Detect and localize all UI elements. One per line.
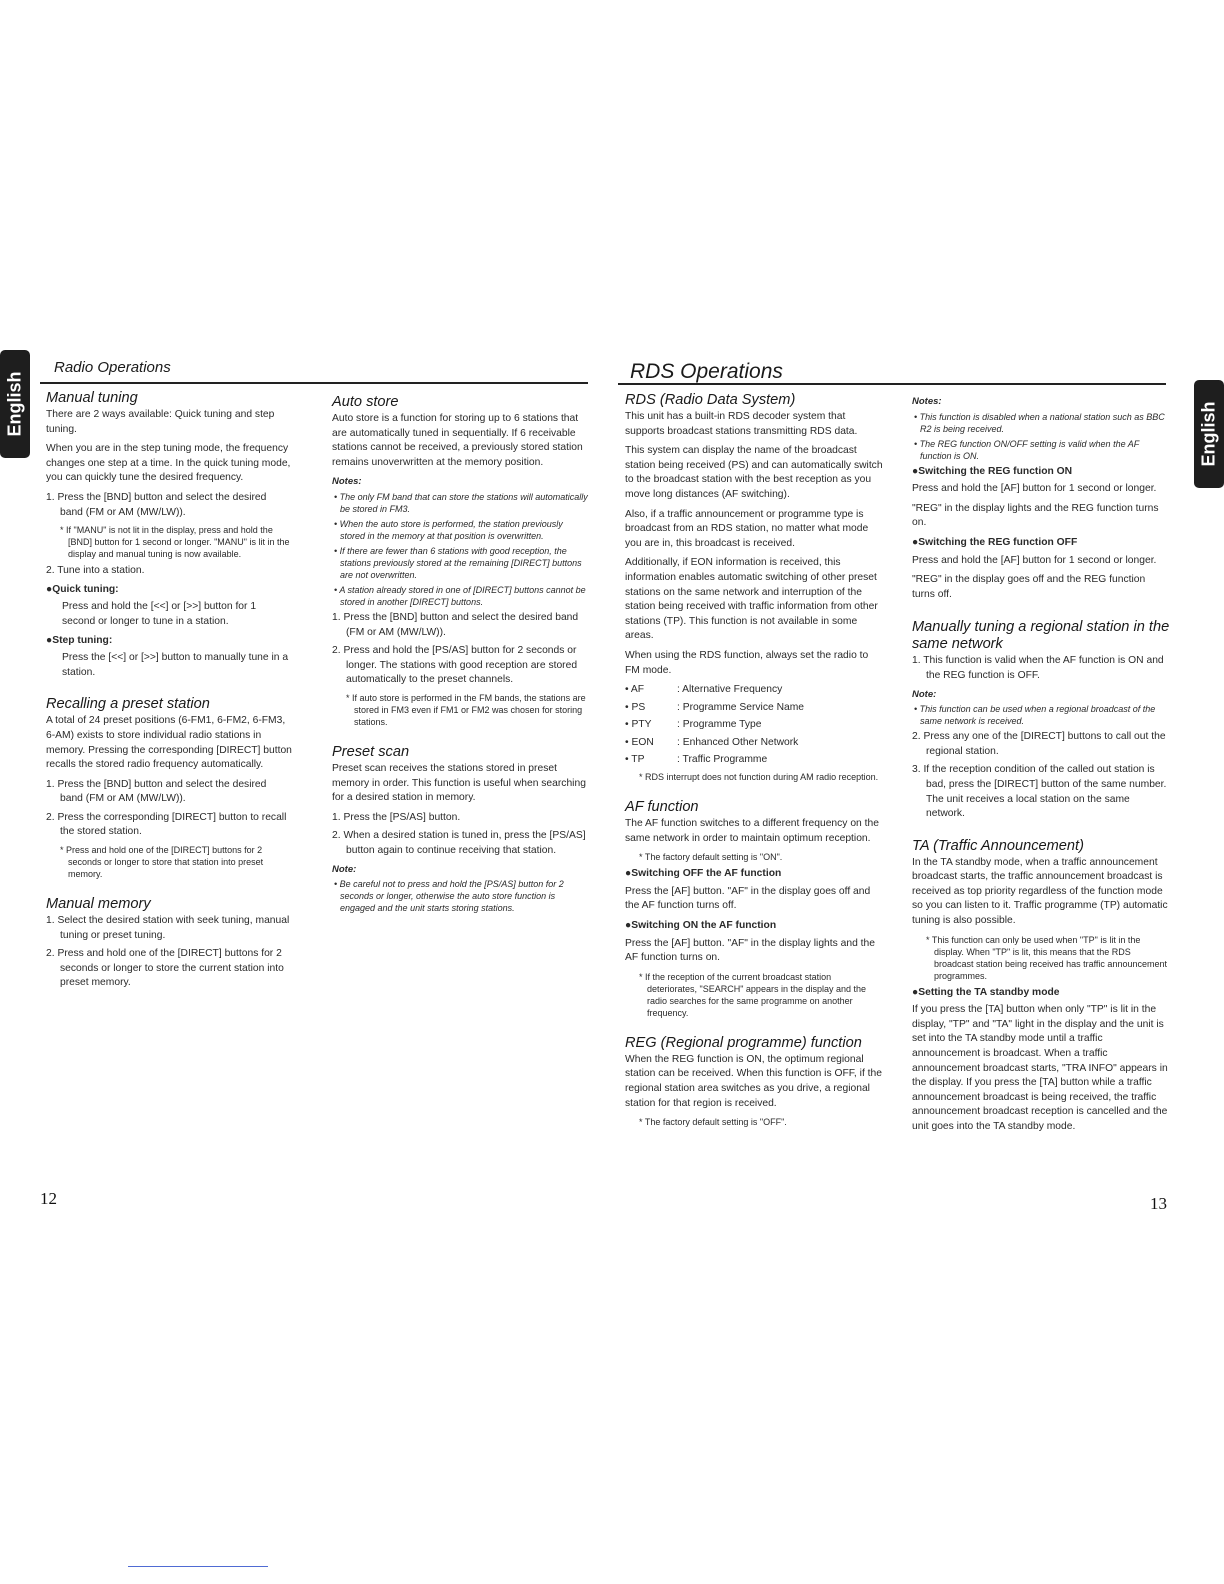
paragraph: If you press the [TA] button when only "TP" is lit in the display, "TP" and "TA" light in the display and the unit is set into the TA standby mode until a traffic announcement is broadcast. When a traffic announcement broadcast starts, "TRA INFO" appears in the display. If you press the [TA] button while a traffic announcement broadcast is being received, the traffic announcement broadcast reception is cancelled and the unit goes into the TA standby mode. bbox=[912, 1004, 1168, 1132]
abbreviation-item: • PTY : Programme Type bbox=[625, 719, 762, 731]
step: 2. Press any one of the [DIRECT] buttons to call out the regional station. bbox=[912, 731, 1166, 757]
page-number-left: 12 bbox=[40, 1189, 57, 1208]
paragraph: Press the [AF] button. "AF" in the display goes off and the AF function turns off. bbox=[625, 885, 871, 912]
paragraph: "REG" in the display goes off and the REG function turns off. bbox=[912, 574, 1146, 600]
asterisk-note: * The factory default setting is "ON". bbox=[639, 852, 783, 863]
note: • A station already stored in one of [DIRECT] buttons cannot be stored in another [DIRECT] buttons. bbox=[334, 584, 586, 607]
section-title: AF function bbox=[625, 799, 699, 816]
language-tab-right-label: English bbox=[1198, 401, 1219, 467]
asterisk-note: * The factory default setting is "OFF". bbox=[639, 1117, 787, 1128]
paragraph: Press and hold the [AF] button for 1 second or longer. bbox=[912, 554, 1157, 566]
step: 1. Press the [BND] button and select the desired band (FM or AM (MW/LW)). bbox=[332, 611, 579, 638]
section-title: Manual memory bbox=[46, 896, 151, 913]
page-number-right: 13 bbox=[1150, 1194, 1167, 1213]
note: • This function can be used when a regional broadcast of the same network is received. bbox=[914, 704, 1156, 727]
column-1 bbox=[46, 390, 292, 995]
header-rule-right bbox=[618, 383, 1166, 385]
section-title: Manual tuning bbox=[46, 390, 138, 406]
header-rds-operations: RDS Operations bbox=[630, 360, 783, 383]
language-tab-left-label: English bbox=[4, 371, 25, 437]
subheading: ●Setting the TA standby mode bbox=[912, 986, 1060, 998]
column-3 bbox=[625, 392, 883, 1132]
subheading: ●Step tuning: bbox=[46, 634, 113, 646]
paragraph: Press the [<<] or [>>] button to manually tune in a station. bbox=[62, 652, 289, 678]
step: 2. Tune into a station. bbox=[46, 565, 145, 577]
paragraph: This unit has a built-in RDS decoder system that supports broadcast stations transmitting RDS data. bbox=[625, 411, 858, 437]
paragraph: Also, if a traffic announcement or programme type is broadcast from an RDS station, no matter what mode you are in, this broadcast is received. bbox=[625, 508, 869, 549]
paragraph: There are 2 ways available: Quick tuning and step tuning. bbox=[46, 409, 275, 435]
subheading: ●Switching the REG function OFF bbox=[912, 536, 1078, 548]
abbreviation-item: • PS : Programme Service Name bbox=[625, 701, 805, 713]
header-rule-left bbox=[40, 382, 588, 384]
abbreviation-item: • AF : Alternative Frequency bbox=[625, 684, 783, 696]
step: 1. Select the desired station with seek tuning, manual tuning or preset tuning. bbox=[46, 915, 290, 941]
abbreviation-item: • TP : Traffic Programme bbox=[625, 754, 768, 766]
step: 2. Press and hold the [PS/AS] button for 2 seconds or longer. The stations with good reception are stored automatically to the preset channels. bbox=[332, 645, 578, 686]
step: 1. This function is valid when the AF function is ON and the REG function is OFF. bbox=[912, 655, 1164, 681]
section-title: REG (Regional programme) function bbox=[625, 1034, 862, 1051]
paragraph: When the REG function is ON, the optimum regional station can be received. When this function is OFF, if the regional station area switches as you drive, a regional station for that region is received. bbox=[625, 1053, 882, 1109]
paragraph: Press and hold the [AF] button for 1 second or longer. bbox=[912, 483, 1157, 495]
notes-label: Notes: bbox=[912, 396, 942, 407]
step: 3. If the reception condition of the called out station is bad, press the [DIRECT] button of the same number. The unit receives a local station on the same network. bbox=[912, 764, 1167, 820]
paragraph: In the TA standby mode, when a traffic announcement broadcast starts, the traffic announcement broadcast is received as top priority regardless of the function mode so you can listen to it. Traffic programme (TP) automatic tuning is also possible. bbox=[912, 856, 1168, 927]
subheading: ●Switching the REG function ON bbox=[912, 465, 1073, 477]
paragraph: Additionally, if EON information is received, this information enables automatic switching of other preset stations on the same network and interruption of the station being received with traffic information from other stations (TP). This function is not available in some areas. bbox=[625, 557, 878, 642]
language-tab-right bbox=[1194, 380, 1224, 488]
note: • Be careful not to press and hold the [PS/AS] button for 2 seconds or longer, otherwise the auto store function is engaged and the unit starts storing stations. bbox=[334, 879, 564, 914]
subheading: ●Switching ON the AF function bbox=[625, 920, 777, 932]
step: 1. Press the [BND] button and select the desired band (FM or AM (MW/LW)). bbox=[46, 778, 267, 805]
asterisk-note: * If the reception of the current broadcast station deteriorates, "SEARCH" appears in the display and the radio searches for the same programme on another frequency. bbox=[639, 971, 867, 1018]
link-underline bbox=[128, 1566, 268, 1567]
note: • This function is disabled when a national station such as BBC R2 is being received. bbox=[914, 411, 1165, 434]
notes-label: Notes: bbox=[332, 476, 362, 488]
note: • The REG function ON/OFF setting is valid when the AF function is ON. bbox=[914, 438, 1140, 461]
section-title: Manually tuning a regional station in the same network bbox=[912, 619, 1170, 653]
note-label: Note: bbox=[912, 688, 937, 700]
section-title: RDS (Radio Data System) bbox=[625, 392, 796, 408]
section-title: Preset scan bbox=[332, 743, 410, 760]
paragraph: A total of 24 preset positions (6-FM1, 6-FM2, 6-FM3, 6-AM) exists to store individual radio stations in memory. Pressing the corresponding [DIRECT] button recalls the stored radio frequency automatically. bbox=[46, 715, 292, 771]
note: • The only FM band that can store the stations will automatically be stored in FM3. bbox=[334, 491, 588, 514]
note: • When the auto store is performed, the station previously stored in the memory at that position is overwritten. bbox=[334, 518, 563, 541]
asterisk-note: * If auto store is performed in the FM bands, the stations are stored in FM3 even if FM1 or FM2 was chosen for storing stations. bbox=[346, 692, 586, 727]
paragraph: When using the RDS function, always set the radio to FM mode. bbox=[625, 649, 869, 676]
step: 2. Press and hold one of the [DIRECT] buttons for 2 seconds or longer to store the current station into preset memory. bbox=[46, 948, 284, 989]
subheading: ●Quick tuning: bbox=[46, 583, 119, 595]
asterisk-note: * RDS interrupt does not function during AM radio reception. bbox=[639, 772, 879, 783]
asterisk-note: * If "MANU" is not lit in the display, press and hold the [BND] button for 1 second or longer. "MANU" is lit in the display and manual tuning is now available. bbox=[60, 525, 290, 560]
subheading: ●Switching OFF the AF function bbox=[625, 868, 782, 880]
paragraph: Preset scan receives the stations stored in preset memory in order. This function is useful when searching for a desired station in memory. bbox=[332, 762, 586, 804]
step: 1. Press the [BND] button and select the desired band (FM or AM (MW/LW)). bbox=[46, 491, 267, 518]
step: 2. When a desired station is tuned in, press the [PS/AS] button again to continue receiving that station. bbox=[332, 830, 586, 856]
section-title: TA (Traffic Announcement) bbox=[912, 837, 1084, 854]
step: 1. Press the [PS/AS] button. bbox=[332, 811, 461, 823]
column-2 bbox=[332, 394, 588, 917]
abbreviation-item: • EON : Enhanced Other Network bbox=[625, 736, 799, 748]
header-radio-operations: Radio Operations bbox=[54, 359, 171, 376]
language-tab-left bbox=[0, 350, 30, 458]
paragraph: Auto store is a function for storing up to 6 stations that are automatically tuned in sequentially. If 6 receivable stations cannot be received, a previously stored station remains unoverwritten at the memory position. bbox=[332, 413, 583, 468]
section-title: Auto store bbox=[332, 394, 399, 410]
step: 2. Press the corresponding [DIRECT] button to recall the stored station. bbox=[46, 811, 287, 838]
note-label: Note: bbox=[332, 863, 357, 875]
column-4 bbox=[912, 394, 1170, 1140]
note: • If there are fewer than 6 stations with good reception, the stations previously stored at the remaining [DIRECT] buttons are not overwritten. bbox=[334, 545, 582, 580]
paragraph: "REG" in the display lights and the REG function turns on. bbox=[912, 502, 1159, 529]
paragraph: This system can display the name of the broadcast station being received (PS) and can automatically switch to the broadcast station with the best reception as you move long distances (AF switching). bbox=[625, 445, 883, 500]
paragraph: Press and hold the [<<] or [>>] button for 1 second or longer to tune in a station. bbox=[62, 601, 257, 627]
paragraph: When you are in the step tuning mode, the frequency changes one step at a time. In the quick tuning mode, you can quickly tune the desired frequency. bbox=[46, 443, 291, 484]
asterisk-note: * This function can only be used when "TP" is lit in the display. When "TP" is lit, this means that the RDS broadcast station being received has traffic announcement programmes. bbox=[926, 934, 1167, 981]
paragraph: Press the [AF] button. "AF" in the display lights and the AF function turns on. bbox=[625, 937, 875, 964]
paragraph: The AF function switches to a different frequency on the same network in order to maintain optimum reception. bbox=[625, 818, 879, 844]
section-title: Recalling a preset station bbox=[46, 696, 210, 713]
asterisk-note: * Press and hold one of the [DIRECT] buttons for 2 seconds or longer to store that station into preset memory. bbox=[60, 845, 264, 880]
